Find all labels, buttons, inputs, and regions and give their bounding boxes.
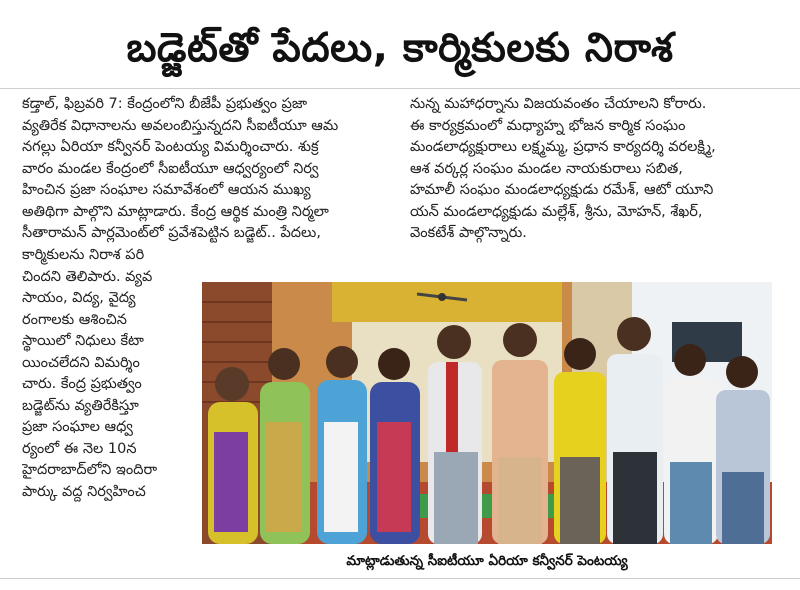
article-line: సీతారామన్ పార్లమెంట్‌లో ప్రవేశపెట్టిన బడ్జెట్.. పేదలు, [22,225,321,241]
article-line: వెంకటేశ్ పాల్గొన్నారు. [410,225,527,241]
article-column-left-bottom [22,245,194,503]
article-line: యించలేదని విమర్శిం [22,354,140,371]
article-line: హించిన ప్రజా సంఘాల సమావేశంలో ఆయన ముఖ్య [22,182,311,198]
headline: బడ్జెట్‌తో పేదలు, కార్మికులకు నిరాశ [126,25,674,71]
bottom-divider [0,578,800,579]
group-photo-illustration [202,282,772,544]
article-line: స్థాయిలో నిధులు కేటా [22,333,144,349]
article-line: కార్మికులను నిరాశ పరి [22,247,145,263]
article-line: పార్కు వద్ద నిర్వహించ [22,483,146,500]
article-line: మండలాధ్యక్షురాలు లక్ష్మమ్మ, ప్రధాన కార్యదర్శి వరలక్ష్మి, [410,139,716,155]
article-line: నగల్లు ఏరియా కన్వీనర్ పెంటయ్య విమర్శించారు. శుక్ర [22,139,319,155]
article-line: రంగాలకు ఆశించిన [22,311,127,328]
news-photo [202,282,772,544]
article-line: ర్యంలో ఈ నెల 10న [22,440,137,457]
article-line: హమాలీ సంఘం మండలాధ్యక్షుడు రమేశ్, ఆటో యూని [410,182,714,198]
article-line: చిందని తెలిపారు. వ్యవ [22,268,153,285]
article-line: ఆశ వర్కర్ల సంఘం మండల నాయకురాలు సబిత, [410,160,683,177]
article-line: హైదరాబాద్‌లోని ఇందిరా [22,462,158,478]
article-line: చారు. కేంద్ర ప్రభుత్వం [22,376,142,392]
article-column-left-top [22,94,392,245]
article-column-right [410,94,778,245]
article-line: బడ్జెట్‌ను వ్యతిరేకిస్తూ [22,397,139,414]
headline-divider [0,88,800,89]
article-line: ప్రజా సంఘాల ఆధ్వ [22,419,133,435]
article-line: వారం మండల కేంద్రంలో సీఐటీయూ ఆధ్వర్యంలో నిర్వ [22,160,319,177]
photo-caption: మాట్లాడుతున్న సీఐటీయూ ఏరియా కన్వీనర్ పెంటయ్య [346,553,628,569]
article-line: యన్ మండలాధ్యక్షుడు మల్లేశ్, శ్రీను, మోహన్, శేఖర్, [410,203,703,220]
article-line: అతిథిగా పాల్గొని మాట్లాడారు. కేంద్ర ఆర్థిక మంత్రి నిర్మలా [22,203,329,220]
article-line: వ్యతిరేక విధానాలను అవలంబిస్తున్నదని సీఐటీయూ ఆమ [22,117,339,134]
article-line: కడ్తాల్, ఫిబ్రవరి 7: కేంద్రంలోని బీజేపీ ప్రభుత్వం ప్రజా [22,96,307,112]
article-line: ఈ కార్యక్రమంలో మధ్యాహ్న భోజన కార్మిక సంఘం [410,117,686,134]
article-line: సాయం, విద్య, వైద్య [22,290,136,306]
article-line: నున్న మహాధర్నాను విజయవంతం చేయాలని కోరారు. [410,96,707,112]
